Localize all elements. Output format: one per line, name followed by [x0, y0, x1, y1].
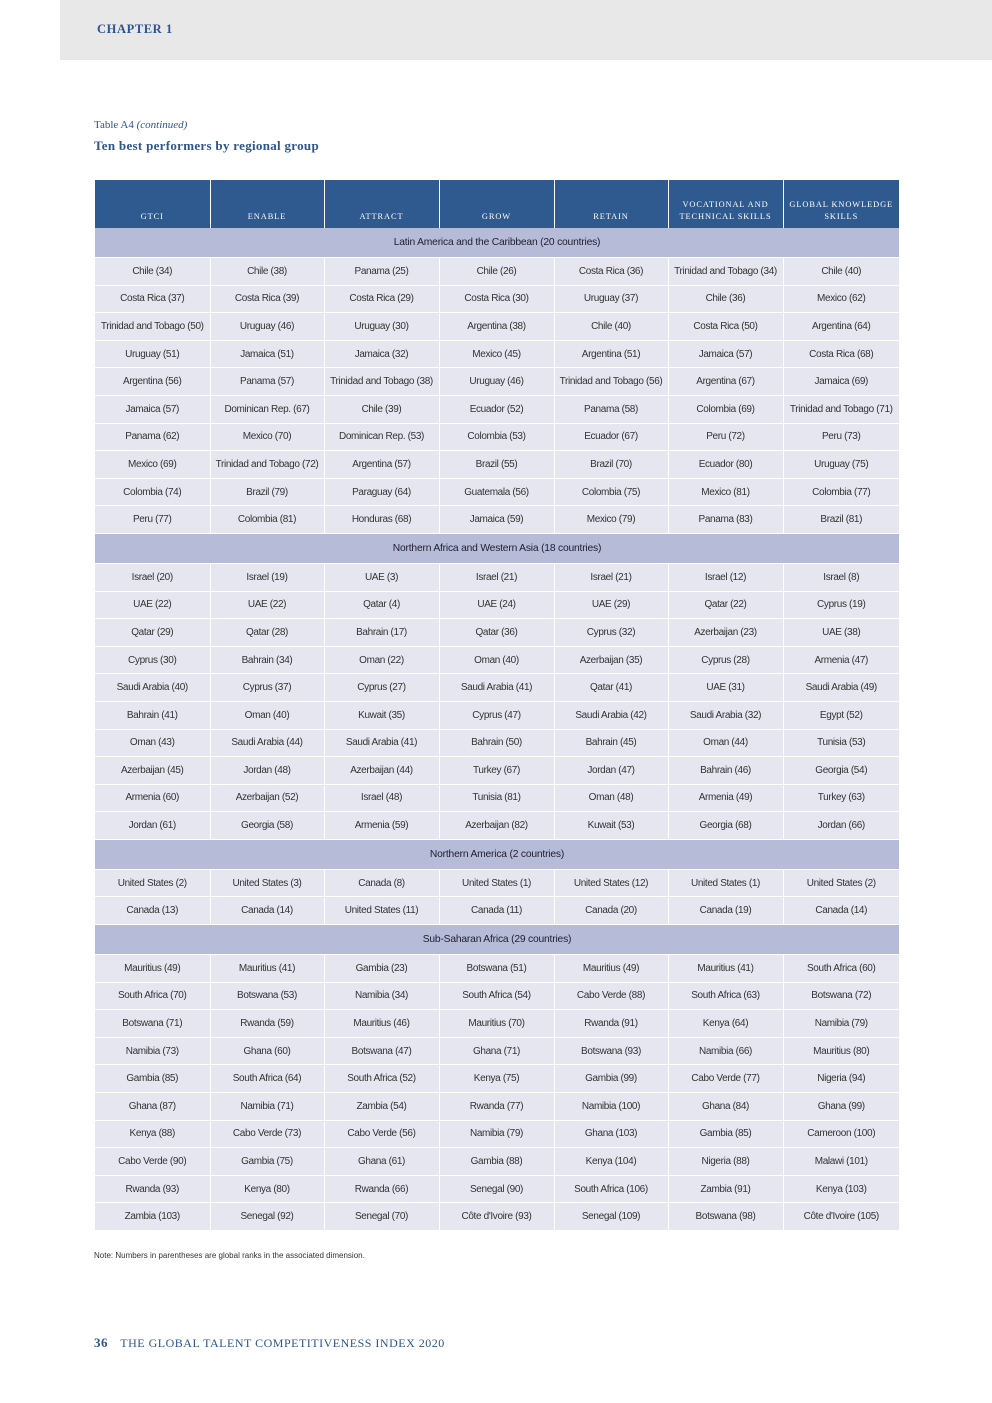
table-cell: Qatar (22)	[668, 591, 783, 619]
table-cell: Trinidad and Tobago (50)	[95, 313, 210, 341]
table-cell: Oman (43)	[95, 729, 210, 757]
table-cell: Cyprus (27)	[324, 674, 439, 702]
table-cell: Rwanda (77)	[439, 1093, 554, 1121]
table-cell: Israel (12)	[668, 563, 783, 591]
table-cell: Argentina (57)	[324, 451, 439, 479]
table-cell: Georgia (68)	[668, 812, 783, 840]
table-row	[95, 897, 899, 925]
column-header-grow: GROW	[439, 180, 554, 228]
table-cell: Jamaica (57)	[95, 395, 210, 423]
table-cell: Israel (20)	[95, 563, 210, 591]
table-cell: Ecuador (80)	[668, 451, 783, 479]
table-cell: Oman (22)	[324, 646, 439, 674]
table-cell: Israel (48)	[324, 784, 439, 812]
table-cell: Bahrain (46)	[668, 757, 783, 785]
region-heading: Sub-Saharan Africa (29 countries)	[95, 925, 899, 955]
table-cell: Turkey (63)	[783, 784, 899, 812]
table-cell: Costa Rica (29)	[324, 285, 439, 313]
table-row	[95, 340, 899, 368]
table-cell: Canada (20)	[554, 897, 668, 925]
column-header-enable: ENABLE	[210, 180, 324, 228]
table-row	[95, 1065, 899, 1093]
table-row	[95, 1093, 899, 1121]
table-cell: Colombia (77)	[783, 478, 899, 506]
table-cell: Ecuador (52)	[439, 395, 554, 423]
table-cell: Gambia (88)	[439, 1148, 554, 1176]
table-cell: Senegal (70)	[324, 1203, 439, 1231]
table-cell: Rwanda (93)	[95, 1175, 210, 1203]
table-cell: Côte d'Ivoire (93)	[439, 1203, 554, 1231]
table-cell: Tunisia (53)	[783, 729, 899, 757]
table-caption	[94, 119, 187, 131]
table-cell: Rwanda (66)	[324, 1175, 439, 1203]
table-cell: Colombia (69)	[668, 395, 783, 423]
page-number: 36	[94, 1335, 108, 1350]
table-cell: Botswana (47)	[324, 1037, 439, 1065]
table-cell: Cyprus (30)	[95, 646, 210, 674]
table-row	[95, 674, 899, 702]
table-cell: Cyprus (28)	[668, 646, 783, 674]
table-cell: Qatar (41)	[554, 674, 668, 702]
table-cell: UAE (38)	[783, 619, 899, 647]
table-cell: Malawi (101)	[783, 1148, 899, 1176]
table-cell: Brazil (79)	[210, 478, 324, 506]
table-cell: Ghana (71)	[439, 1037, 554, 1065]
table-cell: Azerbaijan (23)	[668, 619, 783, 647]
table-cell: Egypt (52)	[783, 701, 899, 729]
table-cell: Costa Rica (30)	[439, 285, 554, 313]
table-row	[95, 982, 899, 1010]
table-cell: Cabo Verde (77)	[668, 1065, 783, 1093]
table-cell: Rwanda (91)	[554, 1010, 668, 1038]
table-cell: Bahrain (50)	[439, 729, 554, 757]
table-cell: Canada (14)	[210, 897, 324, 925]
table-cell: Chile (38)	[210, 258, 324, 286]
table-cell: Cyprus (47)	[439, 701, 554, 729]
table-cell: South Africa (70)	[95, 982, 210, 1010]
table-cell: UAE (29)	[554, 591, 668, 619]
regional-performers-table	[95, 180, 899, 1231]
table-cell: Rwanda (59)	[210, 1010, 324, 1038]
table-cell: Zambia (91)	[668, 1175, 783, 1203]
table-cell: Uruguay (75)	[783, 451, 899, 479]
table-cell: Peru (73)	[783, 423, 899, 451]
table-cell: South Africa (52)	[324, 1065, 439, 1093]
table-cell: Jordan (47)	[554, 757, 668, 785]
table-cell: Mauritius (41)	[210, 955, 324, 983]
table-cell: Cyprus (32)	[554, 619, 668, 647]
table-cell: Oman (40)	[210, 701, 324, 729]
table-cell: Gambia (75)	[210, 1148, 324, 1176]
table-cell: Mexico (81)	[668, 478, 783, 506]
table-cell: Mexico (79)	[554, 506, 668, 534]
region-heading: Northern America (2 countries)	[95, 839, 899, 869]
chapter-label: CHAPTER 1	[97, 22, 173, 36]
table-cell: Armenia (49)	[668, 784, 783, 812]
table-cell: Saudi Arabia (41)	[439, 674, 554, 702]
table-cell: Armenia (59)	[324, 812, 439, 840]
table-cell: Mauritius (49)	[554, 955, 668, 983]
chapter-header-bar	[60, 0, 992, 60]
table-cell: Tunisia (81)	[439, 784, 554, 812]
table-cell: Senegal (109)	[554, 1203, 668, 1231]
table-cell: United States (12)	[554, 869, 668, 897]
table-cell: Kenya (64)	[668, 1010, 783, 1038]
region-row	[95, 533, 899, 563]
table-cell: Colombia (53)	[439, 423, 554, 451]
table-cell: Mauritius (80)	[783, 1037, 899, 1065]
table-cell: Trinidad and Tobago (56)	[554, 368, 668, 396]
table-cell: Argentina (51)	[554, 340, 668, 368]
table-row	[95, 451, 899, 479]
table-cell: Dominican Rep. (53)	[324, 423, 439, 451]
table-cell: Côte d'Ivoire (105)	[783, 1203, 899, 1231]
table-cell: Gambia (85)	[95, 1065, 210, 1093]
region-heading: Latin America and the Caribbean (20 countries)	[95, 228, 899, 258]
table-cell: Oman (48)	[554, 784, 668, 812]
table-cell: Zambia (103)	[95, 1203, 210, 1231]
table-cell: Colombia (75)	[554, 478, 668, 506]
table-row	[95, 784, 899, 812]
table-cell: Bahrain (34)	[210, 646, 324, 674]
table-cell: Georgia (54)	[783, 757, 899, 785]
table-cell: Oman (40)	[439, 646, 554, 674]
table-cell: Paraguay (64)	[324, 478, 439, 506]
table-cell: Botswana (51)	[439, 955, 554, 983]
table-row	[95, 757, 899, 785]
table-cell: Mexico (62)	[783, 285, 899, 313]
table-cell: Israel (21)	[439, 563, 554, 591]
table-cell: Mauritius (70)	[439, 1010, 554, 1038]
table-cell: United States (1)	[668, 869, 783, 897]
table-cell: Qatar (29)	[95, 619, 210, 647]
table-cell: Kuwait (53)	[554, 812, 668, 840]
table-row	[95, 313, 899, 341]
table-cell: Kenya (88)	[95, 1120, 210, 1148]
table-cell: Panama (62)	[95, 423, 210, 451]
table-cell: Saudi Arabia (40)	[95, 674, 210, 702]
column-header-gtci: GTCI	[95, 180, 210, 228]
table-cell: Azerbaijan (44)	[324, 757, 439, 785]
table-note: Note: Numbers in parentheses are global ranks in the associated dimension.	[94, 1251, 365, 1260]
table-row	[95, 506, 899, 534]
table-cell: Saudi Arabia (44)	[210, 729, 324, 757]
table-cell: UAE (22)	[95, 591, 210, 619]
table-cell: Panama (25)	[324, 258, 439, 286]
table-cell: Cyprus (37)	[210, 674, 324, 702]
table-cell: Costa Rica (39)	[210, 285, 324, 313]
table-row	[95, 701, 899, 729]
table-row	[95, 285, 899, 313]
table-cell: Costa Rica (37)	[95, 285, 210, 313]
table-row	[95, 368, 899, 396]
table-cell: Chile (26)	[439, 258, 554, 286]
table-cell: United States (2)	[783, 869, 899, 897]
table-cell: Namibia (34)	[324, 982, 439, 1010]
table-row	[95, 1203, 899, 1231]
table-cell: Argentina (56)	[95, 368, 210, 396]
table-cell: UAE (31)	[668, 674, 783, 702]
table-cell: Mauritius (49)	[95, 955, 210, 983]
table-cell: Namibia (79)	[783, 1010, 899, 1038]
table-cell: Canada (14)	[783, 897, 899, 925]
table-cell: Chile (34)	[95, 258, 210, 286]
table-cell: Mexico (69)	[95, 451, 210, 479]
table-row	[95, 258, 899, 286]
table-cell: Trinidad and Tobago (38)	[324, 368, 439, 396]
table-cell: United States (2)	[95, 869, 210, 897]
table-header	[95, 180, 899, 228]
table-row	[95, 729, 899, 757]
table-cell: Colombia (74)	[95, 478, 210, 506]
table-cell: Jamaica (32)	[324, 340, 439, 368]
table-cell: Jamaica (51)	[210, 340, 324, 368]
table-cell: Jamaica (59)	[439, 506, 554, 534]
table-cell: Namibia (73)	[95, 1037, 210, 1065]
table-cell: Cabo Verde (88)	[554, 982, 668, 1010]
table-cell: Kenya (75)	[439, 1065, 554, 1093]
table-cell: Israel (21)	[554, 563, 668, 591]
table-cell: Bahrain (17)	[324, 619, 439, 647]
table-cell: Botswana (71)	[95, 1010, 210, 1038]
table-cell: Botswana (98)	[668, 1203, 783, 1231]
table-cell: Colombia (81)	[210, 506, 324, 534]
table-cell: Oman (44)	[668, 729, 783, 757]
table-cell: Qatar (36)	[439, 619, 554, 647]
column-header-retain: RETAIN	[554, 180, 668, 228]
table-cell: Azerbaijan (52)	[210, 784, 324, 812]
table-cell: Qatar (4)	[324, 591, 439, 619]
table-cell: Ghana (103)	[554, 1120, 668, 1148]
table-row	[95, 1010, 899, 1038]
table-cell: Peru (72)	[668, 423, 783, 451]
table-cell: United States (3)	[210, 869, 324, 897]
table-cell: UAE (22)	[210, 591, 324, 619]
table-cell: Jordan (48)	[210, 757, 324, 785]
table-cell: Armenia (60)	[95, 784, 210, 812]
table-cell: Kenya (103)	[783, 1175, 899, 1203]
table-cell: Saudi Arabia (49)	[783, 674, 899, 702]
table-cell: Brazil (70)	[554, 451, 668, 479]
table-cell: Canada (11)	[439, 897, 554, 925]
table-cell: Botswana (53)	[210, 982, 324, 1010]
table-cell: Argentina (67)	[668, 368, 783, 396]
table-caption-label: Table A4	[94, 119, 134, 131]
table-cell: Ghana (84)	[668, 1093, 783, 1121]
table-cell: Azerbaijan (35)	[554, 646, 668, 674]
table-cell: Mexico (45)	[439, 340, 554, 368]
table-cell: UAE (3)	[324, 563, 439, 591]
table-cell: Panama (58)	[554, 395, 668, 423]
table-caption-continued: (continued)	[136, 119, 188, 131]
table-cell: Trinidad and Tobago (34)	[668, 258, 783, 286]
table-cell: Botswana (72)	[783, 982, 899, 1010]
table-cell: Canada (13)	[95, 897, 210, 925]
table-cell: Uruguay (30)	[324, 313, 439, 341]
table-cell: Namibia (66)	[668, 1037, 783, 1065]
table-cell: Guatemala (56)	[439, 478, 554, 506]
table-cell: Ghana (99)	[783, 1093, 899, 1121]
table-row	[95, 619, 899, 647]
table-cell: Honduras (68)	[324, 506, 439, 534]
table-cell: Argentina (38)	[439, 313, 554, 341]
table-cell: Brazil (55)	[439, 451, 554, 479]
table-cell: South Africa (106)	[554, 1175, 668, 1203]
publication-title: THE GLOBAL TALENT COMPETITIVENESS INDEX 2020	[120, 1336, 445, 1350]
table-cell: Senegal (92)	[210, 1203, 324, 1231]
table-cell: Ghana (60)	[210, 1037, 324, 1065]
table-row	[95, 423, 899, 451]
table-cell: Canada (19)	[668, 897, 783, 925]
table-cell: Namibia (71)	[210, 1093, 324, 1121]
region-row	[95, 839, 899, 869]
table-cell: Chile (40)	[783, 258, 899, 286]
table-cell: Ecuador (67)	[554, 423, 668, 451]
column-header-vocational-technical-skills: VOCATIONAL AND TECHNICAL SKILLS	[668, 180, 783, 228]
table-cell: South Africa (63)	[668, 982, 783, 1010]
column-header-attract: ATTRACT	[324, 180, 439, 228]
table-cell: Trinidad and Tobago (72)	[210, 451, 324, 479]
table-cell: Uruguay (46)	[210, 313, 324, 341]
table-cell: Zambia (54)	[324, 1093, 439, 1121]
table-cell: United States (1)	[439, 869, 554, 897]
table-cell: Gambia (85)	[668, 1120, 783, 1148]
table-cell: Israel (8)	[783, 563, 899, 591]
table-row	[95, 395, 899, 423]
table-cell: Azerbaijan (82)	[439, 812, 554, 840]
table-cell: Cabo Verde (90)	[95, 1148, 210, 1176]
table-row	[95, 591, 899, 619]
table-body	[95, 228, 899, 1231]
table-cell: Argentina (64)	[783, 313, 899, 341]
table-cell: Mexico (70)	[210, 423, 324, 451]
table-cell: Azerbaijan (45)	[95, 757, 210, 785]
table-cell: Qatar (28)	[210, 619, 324, 647]
table-cell: South Africa (54)	[439, 982, 554, 1010]
table-row	[95, 1037, 899, 1065]
table-cell: Georgia (58)	[210, 812, 324, 840]
table-cell: UAE (24)	[439, 591, 554, 619]
table-cell: Dominican Rep. (67)	[210, 395, 324, 423]
table-cell: Jordan (61)	[95, 812, 210, 840]
table-cell: Bahrain (41)	[95, 701, 210, 729]
table-cell: Trinidad and Tobago (71)	[783, 395, 899, 423]
table-cell: Costa Rica (36)	[554, 258, 668, 286]
table-cell: Cameroon (100)	[783, 1120, 899, 1148]
table-cell: Chile (40)	[554, 313, 668, 341]
table-row	[95, 869, 899, 897]
table-cell: Mauritius (46)	[324, 1010, 439, 1038]
table-cell: Cabo Verde (73)	[210, 1120, 324, 1148]
table-row	[95, 812, 899, 840]
table-cell: Namibia (79)	[439, 1120, 554, 1148]
table-cell: Uruguay (46)	[439, 368, 554, 396]
table-cell: United States (11)	[324, 897, 439, 925]
table-cell: Uruguay (37)	[554, 285, 668, 313]
table-cell: Jamaica (57)	[668, 340, 783, 368]
table-cell: Peru (77)	[95, 506, 210, 534]
table-row	[95, 478, 899, 506]
table-cell: Kenya (104)	[554, 1148, 668, 1176]
table-cell: Saudi Arabia (32)	[668, 701, 783, 729]
table-cell: Gambia (23)	[324, 955, 439, 983]
table-cell: Botswana (93)	[554, 1037, 668, 1065]
table-cell: Armenia (47)	[783, 646, 899, 674]
table-cell: Namibia (100)	[554, 1093, 668, 1121]
region-row	[95, 228, 899, 258]
table-cell: Jordan (66)	[783, 812, 899, 840]
table-row	[95, 646, 899, 674]
region-heading: Northern Africa and Western Asia (18 countries)	[95, 533, 899, 563]
table-cell: Cyprus (19)	[783, 591, 899, 619]
header-row	[95, 180, 899, 228]
column-header-global-knowledge-skills: GLOBAL KNOWLEDGE SKILLS	[783, 180, 899, 228]
table-row	[95, 563, 899, 591]
table-cell: Ghana (87)	[95, 1093, 210, 1121]
table-cell: Brazil (81)	[783, 506, 899, 534]
table-cell: South Africa (64)	[210, 1065, 324, 1093]
table-cell: Bahrain (45)	[554, 729, 668, 757]
table-cell: Canada (8)	[324, 869, 439, 897]
table-cell: Saudi Arabia (42)	[554, 701, 668, 729]
table-cell: Kenya (80)	[210, 1175, 324, 1203]
table-cell: Panama (57)	[210, 368, 324, 396]
table-cell: Costa Rica (50)	[668, 313, 783, 341]
table-cell: Uruguay (51)	[95, 340, 210, 368]
table-cell: Gambia (99)	[554, 1065, 668, 1093]
page-footer	[94, 1335, 445, 1351]
table-cell: Israel (19)	[210, 563, 324, 591]
table-row	[95, 1120, 899, 1148]
region-row	[95, 925, 899, 955]
table-cell: Mauritius (41)	[668, 955, 783, 983]
table-cell: Jamaica (69)	[783, 368, 899, 396]
table-cell: Nigeria (94)	[783, 1065, 899, 1093]
table-cell: Saudi Arabia (41)	[324, 729, 439, 757]
table-row	[95, 955, 899, 983]
table-row	[95, 1148, 899, 1176]
table-cell: South Africa (60)	[783, 955, 899, 983]
table-cell: Cabo Verde (56)	[324, 1120, 439, 1148]
table-cell: Kuwait (35)	[324, 701, 439, 729]
table-row	[95, 1175, 899, 1203]
table-cell: Ghana (61)	[324, 1148, 439, 1176]
table-cell: Chile (39)	[324, 395, 439, 423]
table-cell: Panama (83)	[668, 506, 783, 534]
table-cell: Nigeria (88)	[668, 1148, 783, 1176]
table-cell: Costa Rica (68)	[783, 340, 899, 368]
table-title: Ten best performers by regional group	[94, 138, 319, 153]
table-cell: Chile (36)	[668, 285, 783, 313]
table-cell: Senegal (90)	[439, 1175, 554, 1203]
table-cell: Turkey (67)	[439, 757, 554, 785]
